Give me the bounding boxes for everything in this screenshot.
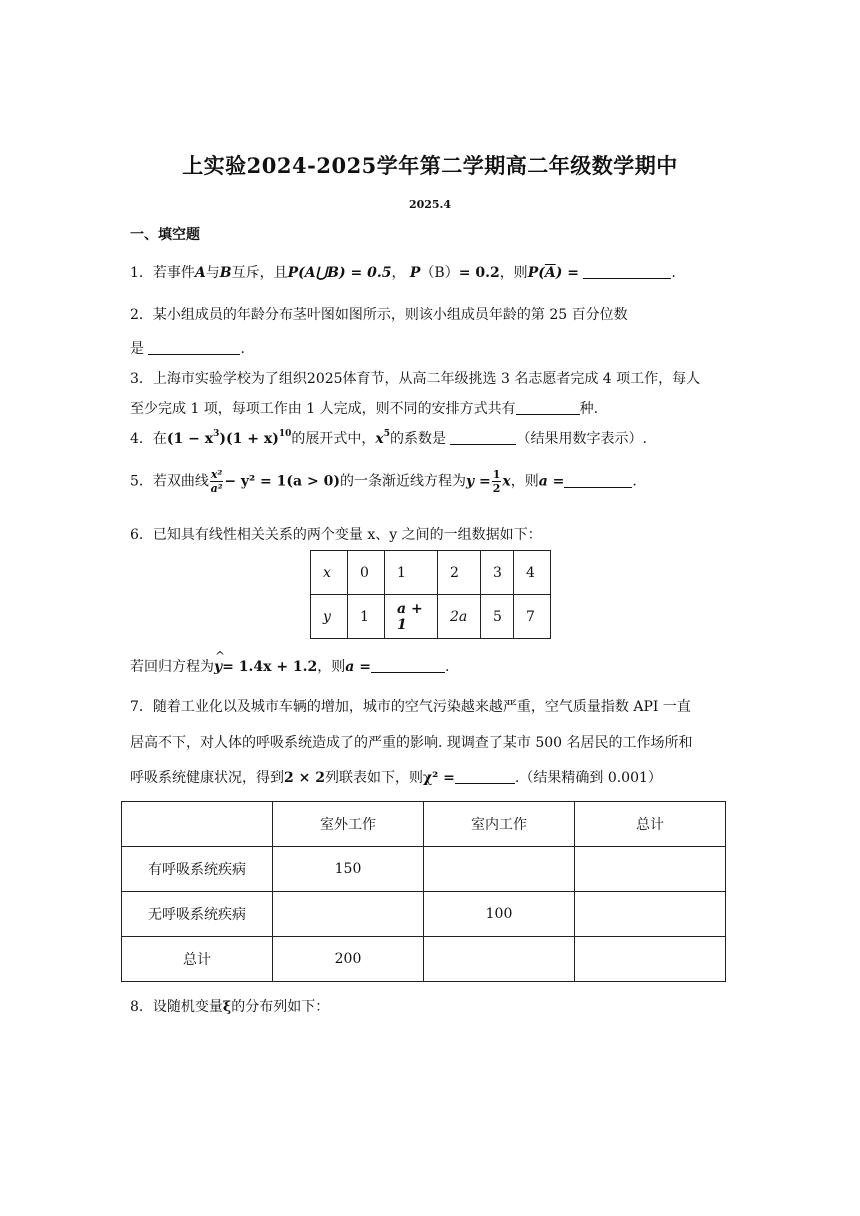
q8-formula: ξ [222,999,232,1015]
q2-text: . [240,341,245,357]
q4-text: 4．在 [130,431,167,447]
question-6-line-1: 6．已知具有线性相关关系的两个变量 x、y 之间的一组数据如下： [130,527,542,543]
q1-text: . [671,265,676,281]
q1-formula: P( [527,265,545,281]
table-cell: 无呼吸系统疾病 [122,892,273,937]
table-cell: x [311,551,348,595]
q5-text: 5．若双曲线 [130,473,209,490]
q7-text: 列联表如下，则 [324,770,423,786]
table-cell: a + 1 [385,595,438,639]
exam-date: 2025.4 [408,198,452,211]
table-cell [122,802,273,847]
q3-text: 至少完成 1 项，每项工作由 1 人完成，则不同的安排方式共有 [130,401,516,417]
q5-formula: x [502,473,511,490]
q8-text: 8．设随机变量 [130,999,223,1015]
q7-formula: χ² = [422,770,455,786]
table-cell: 2a [438,595,481,639]
q1-text: 1．若事件 [130,265,195,281]
question-3-line-2 [130,398,598,418]
q4-text: 的展开式中， [291,431,376,447]
question-2-line-1: 2．某小组成员的年龄分布茎叶图如图所示，则该小组成员年龄的第 25 百分位数 [130,307,628,323]
q6-formula: ^ y [214,659,222,675]
q7-text: .（结果精确到 0.001） [514,770,662,786]
answer-blank[interactable] [564,473,632,488]
q5-frac-den: 2 [492,482,501,495]
table-cell: 室内工作 [424,802,575,847]
table-cell: 200 [273,937,424,982]
q5-text: 的一条渐近线方程为 [339,473,466,490]
table-row [122,937,726,982]
table-cell: 4 [514,551,551,595]
q5-fraction [492,468,502,495]
section-heading: 一、填空题 [130,227,200,243]
question-7-line-2: 居高不下，对人体的呼吸系统造成了的严重的影响. 现调查了某市 500 名居民的工作场所和 [130,735,693,751]
question-3-line-1: 3．上海市实验学校为了组织2025体育节，从高二年级挑选 3 名志愿者完成 4 项工作，每人 [130,371,701,387]
table-cell: 1 [348,595,385,639]
table-cell [575,937,726,982]
table-cell: 3 [481,551,514,595]
answer-blank[interactable] [148,340,240,355]
q8-text: 的分布列如下： [231,999,330,1015]
q1-event-a: A [194,265,206,281]
table-cell: 7 [514,595,551,639]
table-cell: 5 [481,595,514,639]
question-7-line-3 [130,767,662,787]
q5-text: . [632,473,637,490]
table-cell: 2 [438,551,481,595]
q5-frac-num: x² [210,468,223,481]
answer-blank[interactable] [516,400,580,415]
table-cell: 室外工作 [273,802,424,847]
q7-text: 呼吸系统健康状况，得到 [130,770,284,786]
table-cell: 有呼吸系统疾病 [122,847,273,892]
q3-text: 种. [579,401,599,417]
q1-text: 互斥，且 [231,265,288,281]
table-cell: y [311,595,348,639]
answer-blank[interactable] [455,769,515,784]
table-cell [575,847,726,892]
q5-formula: y = [465,473,491,490]
q5-frac-den: a² [210,482,223,495]
q6-text: . [444,659,450,675]
q5-text: ，则 [510,473,539,490]
q1-formula: ) = [555,265,579,281]
table-cell: 100 [424,892,575,937]
q4-formula: 3 [213,429,220,439]
page-title: 上实验2024-2025学年第二学期高二年级数学期中 [182,153,678,178]
q4-formula: 5 [383,429,390,439]
q6-text: ，则 [317,659,346,675]
answer-blank[interactable] [371,658,445,673]
q5-formula: a = [538,473,565,490]
table-cell [424,847,575,892]
q1-event-b: B [219,265,232,281]
table-row [122,802,726,847]
q5-formula: − y² = 1(a > 0) [224,473,340,490]
table-row [122,892,726,937]
table-cell: 0 [348,551,385,595]
question-5 [130,468,637,495]
table-cell: 总计 [122,937,273,982]
question-2-line-2 [130,338,245,358]
q4-text: 的系数是 [390,431,446,447]
answer-blank[interactable] [583,264,671,279]
q4-text: （结果用数字表示）. [516,431,647,447]
table-cell [575,892,726,937]
q4-formula: 10 [278,429,292,439]
table-cell: 150 [273,847,424,892]
q1-formula: $\overline{A}$ [544,265,556,281]
contingency-table [121,801,726,982]
q6-formula: a = [345,659,371,675]
q5-fraction [210,468,223,495]
q2-text: 是 [130,341,144,357]
q1-text: ， [391,265,406,281]
table-cell [273,892,424,937]
q4-formula: )(1 + x) [219,431,279,447]
q6-text: 若回归方程为 [130,659,214,675]
q5-frac-num: 1 [492,468,501,481]
q1-formula: = 0.2 [458,265,500,281]
answer-blank[interactable] [450,430,516,445]
question-8 [130,996,329,1016]
question-6-line-2 [130,656,449,676]
table-row [311,595,551,639]
table-cell: 总计 [575,802,726,847]
q1-formula: （B） [420,265,459,281]
q6-formula: = 1.4x + 1.2 [222,659,318,675]
q4-formula: (1 − x [166,431,214,447]
q7-formula: 2 × 2 [284,770,325,786]
q1-text: 与 [205,265,220,281]
table-cell: 1 [385,551,438,595]
q4-formula: x [375,431,384,447]
table-cell [424,937,575,982]
q1-formula: P [409,265,421,281]
data-table [310,550,551,639]
table-row [122,847,726,892]
question-4 [130,428,647,448]
q1-formula: P(A⋃B) = 0.5 [287,265,392,281]
q1-text: ，则 [499,265,528,281]
question-1 [130,262,676,282]
question-7-line-1: 7．随着工业化以及城市车辆的增加，城市的空气污染越来越严重，空气质量指数 API 一直 [130,699,691,715]
table-row [311,551,551,595]
